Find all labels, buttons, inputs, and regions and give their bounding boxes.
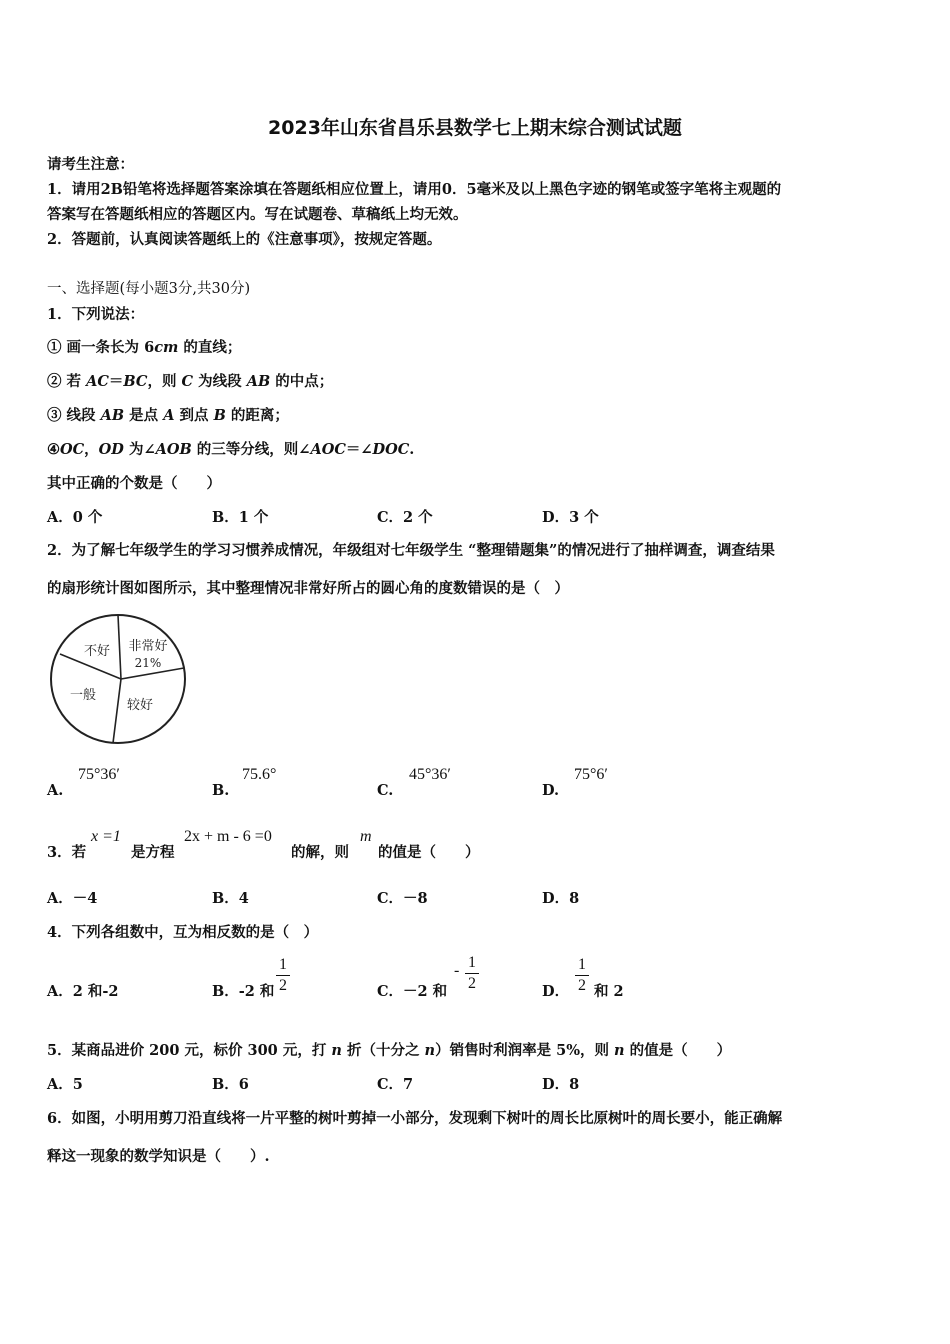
q2-option-d-value[interactable]: 75°6′ — [574, 766, 608, 783]
q5-n3: n — [614, 1042, 625, 1059]
q2-option-b-value[interactable]: 75.6° — [242, 766, 277, 783]
q4-b-numerator: 1 — [279, 956, 287, 973]
q1-s3-d: A — [163, 407, 175, 424]
q1-s4-e: 为∠ — [123, 441, 156, 458]
q1-s3-a: ③ 线段 — [47, 407, 101, 424]
q1-statement-2 — [47, 370, 333, 391]
q4-b-denominator: 2 — [279, 977, 287, 994]
q3-var-m: m — [360, 828, 372, 845]
q4-option-b[interactable]: B．-2 和 — [212, 983, 275, 1000]
q5-a: 5．某商品进价 200 元，标价 300 元，打 — [47, 1042, 332, 1059]
q5-option-d[interactable]: D．8 — [542, 1076, 580, 1093]
q1-s2-c: ＝ — [108, 373, 124, 390]
q3-equation: 2x + m - 6 =0 — [184, 828, 272, 845]
q1-s2-b: AC — [86, 373, 109, 390]
notice-line-1b: 答案写在答题纸相应的答题区内。写在试题卷、草稿纸上均无效。 — [47, 206, 468, 223]
q1-s4-k: . — [409, 441, 415, 458]
q1-option-d[interactable]: D．3 个 — [542, 509, 599, 526]
pie-divider-top — [118, 615, 121, 679]
q5-option-c[interactable]: C．7 — [377, 1076, 414, 1093]
q4-c-minus-sign: - — [454, 962, 460, 979]
q4-d-denominator: 2 — [578, 977, 586, 994]
q3-option-b[interactable]: B．4 — [212, 890, 249, 907]
q2-option-b-letter[interactable]: B. — [212, 782, 230, 799]
q2-option-c-value[interactable]: 45°36′ — [409, 766, 451, 783]
q4-option-d-fraction — [575, 956, 589, 995]
notice-line-2: 2．答题前，认真阅读答题纸上的《注意事项》，按规定答题。 — [47, 231, 442, 248]
q1-s2-i: 的中点； — [270, 373, 334, 390]
q1-s1-var: cm — [154, 339, 179, 356]
q1-s4-g: 的三等分线，则∠ — [191, 441, 311, 458]
q1-s1-text: ① 画一条长为 6 — [47, 339, 155, 356]
q1-s2-f: C — [181, 373, 194, 390]
q4-c-numerator: 1 — [468, 954, 476, 971]
q1-s4-i: ＝∠ — [345, 441, 373, 458]
q3-prefix: 3．若 — [47, 844, 87, 861]
q1-option-a[interactable]: A．0 个 — [47, 509, 103, 526]
q1-ask: 其中正确的个数是（ ） — [47, 475, 221, 492]
notice-line-1a: 1．请用2B铅笔将选择题答案涂填在答题纸相应位置上，请用0．5毫米及以上黑色字迹的钢笔或签字笔将主观题的 — [47, 181, 782, 198]
q4-option-d[interactable]: D． — [542, 983, 570, 1000]
page-title: 2023年山东省昌乐县数学七上期末综合测试试题 — [268, 117, 682, 139]
q1-statement-4 — [47, 438, 414, 459]
q1-s3-c: 是点 — [124, 407, 164, 424]
q2-option-a-letter[interactable]: A. — [47, 782, 64, 799]
q5-b: 折（十分之 — [341, 1042, 425, 1059]
q3-option-d[interactable]: D．8 — [542, 890, 580, 907]
q3-option-c[interactable]: C．－8 — [377, 890, 428, 907]
q1-s4-f: AOB — [155, 441, 192, 458]
q1-s3-e: 到点 — [174, 407, 214, 424]
q3-option-a[interactable]: A．－4 — [47, 890, 98, 907]
q4-option-c-fraction — [465, 954, 479, 993]
q1-s3-f: B — [213, 407, 226, 424]
q1-statement-1 — [47, 336, 241, 357]
q3-equation-x: x =1 — [91, 828, 121, 845]
q3-text-equation: 是方程 — [131, 844, 175, 861]
q2-line-1: 2．为了解七年级学生的学习习惯养成情况，年级组对七年级学生 “整理错题集”的情况进行了抽样调查，调查结果 — [47, 542, 775, 559]
q1-stem: 1．下列说法： — [47, 306, 145, 323]
q6-line-2: 释这一现象的数学知识是（ ）. — [47, 1148, 270, 1165]
section-heading: 一、选择题(每小题3分,共30分) — [47, 281, 251, 297]
q4-option-a[interactable]: A．2 和-2 — [47, 983, 119, 1000]
q5-c: ）销售时利润率是 5%，则 — [435, 1042, 615, 1059]
q4-option-b-fraction — [276, 956, 290, 995]
q1-s4-b: OC — [60, 441, 85, 458]
q5-option-a[interactable]: A．5 — [47, 1076, 83, 1093]
pie-label-good: 较好 — [126, 698, 154, 713]
pie-label-percent: 21% — [134, 656, 162, 670]
q1-statement-3 — [47, 404, 289, 425]
q5-stem — [47, 1039, 731, 1060]
pie-label-normal: 一般 — [69, 688, 97, 703]
q4-c-denominator: 2 — [468, 975, 476, 992]
q1-s2-g: 为线段 — [193, 373, 247, 390]
q2-option-d-letter[interactable]: D. — [542, 782, 560, 799]
q1-s4-d: OD — [98, 441, 124, 458]
q4-d-fraction-bar — [575, 975, 589, 976]
pie-label-bad: 不好 — [83, 644, 111, 659]
q2-option-c-letter[interactable]: C. — [377, 782, 394, 799]
pie-chart — [44, 610, 194, 750]
q1-s4-a: ④ — [47, 441, 60, 458]
q1-s2-e: ，则 — [147, 373, 182, 390]
q1-s3-g: 的距离； — [225, 407, 289, 424]
q1-s4-c: ， — [84, 441, 99, 458]
q1-s4-j: DOC — [372, 441, 410, 458]
q4-b-fraction-bar — [276, 975, 290, 976]
q5-option-b[interactable]: B．6 — [212, 1076, 249, 1093]
q1-option-c[interactable]: C．2 个 — [377, 509, 433, 526]
q4-d-numerator: 1 — [578, 956, 586, 973]
q4-option-d-tail: 和 2 — [594, 983, 624, 1000]
q4-stem: 4．下列各组数中，互为相反数的是（ ） — [47, 924, 319, 941]
q2-line-2: 的扇形统计图如图所示，其中整理情况非常好所占的圆心角的度数错误的是（ ） — [47, 580, 569, 597]
pie-divider-bottom — [113, 679, 121, 743]
q3-text-solution: 的解，则 — [291, 844, 349, 861]
q4-c-fraction-bar — [465, 973, 479, 974]
q6-line-1: 6．如图，小明用剪刀沿直线将一片平整的树叶剪掉一小部分，发现剩下树叶的周长比原树叶的周长要小，能正确解 — [47, 1110, 783, 1127]
q5-n1: n — [331, 1042, 342, 1059]
q3-text-ask: 的值是（ ） — [378, 844, 480, 861]
q5-d: 的值是（ ） — [624, 1042, 732, 1059]
q1-s2-d: BC — [123, 373, 148, 390]
q2-option-a-value[interactable]: 75°36′ — [78, 766, 120, 783]
q1-s2-a: ② 若 — [47, 373, 87, 390]
q1-option-b[interactable]: B．1 个 — [212, 509, 269, 526]
q4-option-c[interactable]: C．－2 和 — [377, 983, 448, 1000]
pie-outline — [51, 615, 185, 743]
q1-s1-tail: 的直线； — [178, 339, 242, 356]
notice-heading: 请考生注意： — [47, 156, 134, 173]
q1-s4-h: AOC — [310, 441, 346, 458]
pie-label-very-good: 非常好 — [128, 639, 168, 654]
q1-s2-h: AB — [246, 373, 271, 390]
q1-s3-b: AB — [100, 407, 125, 424]
q5-n2: n — [424, 1042, 436, 1059]
